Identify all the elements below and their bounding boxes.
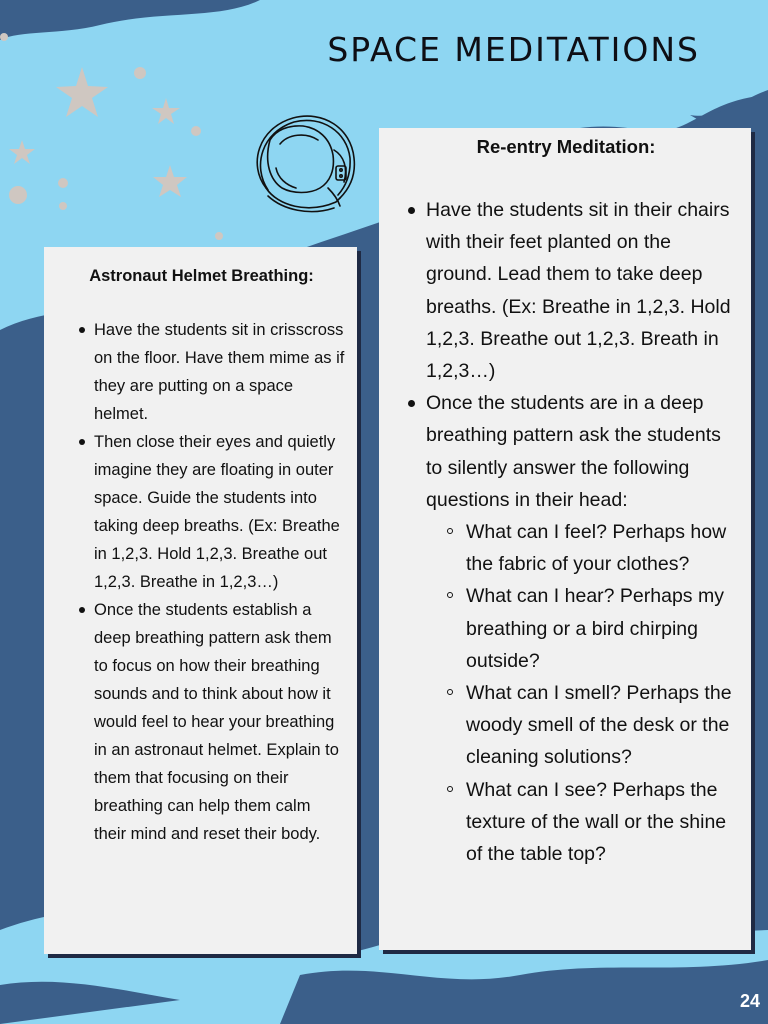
card-heading: Astronaut Helmet Breathing: bbox=[89, 267, 314, 285]
list-item: Once the students establish a deep breathing pattern ask them to focus on how their breathing sounds and to think about how it would feel to hear your breathing in an astronaut helmet. Explain to them that focusing on their breathing can help them calm their mind and reset their body. bbox=[94, 596, 345, 848]
list-item-text: Once the students are in a deep breathing pattern ask the students to silently answer the following questions in their head: bbox=[426, 392, 721, 511]
re-entry-meditation-card bbox=[379, 128, 751, 950]
sub-list-item: What can I hear? Perhaps my breathing or a bird chirping outside? bbox=[466, 580, 741, 677]
page-title: SPACE MEDITATIONS bbox=[327, 30, 700, 69]
sub-list-item: What can I see? Perhaps the texture of the wall or the shine of the table top? bbox=[466, 774, 741, 871]
list-item bbox=[426, 387, 741, 870]
list-item: Have the students sit in their chairs with their feet planted on the ground. Lead them to take deep breaths. (Ex: Breathe in 1,2,3. Hold 1,2,3. Breathe out 1,2,3. Breath in 1,2,3…) bbox=[426, 194, 741, 387]
bullet-list bbox=[391, 194, 741, 870]
sub-list-item: What can I smell? Perhaps the woody smell of the desk or the cleaning solutions? bbox=[466, 677, 741, 774]
sub-bullet-list bbox=[426, 516, 741, 870]
astronaut-helmet-breathing-card bbox=[44, 247, 357, 954]
page-number: 24 bbox=[739, 991, 760, 1011]
list-item: Then close their eyes and quietly imagine they are floating in outer space. Guide the students into taking deep breaths. (Ex: Breathe in 1,2,3. Hold 1,2,3. Breathe out 1,2,3. Breathe in 1,2,3…) bbox=[94, 428, 345, 596]
list-item: Have the students sit in crisscross on the floor. Have them mime as if they are putting on a space helmet. bbox=[94, 316, 345, 428]
sub-list-item: What can I feel? Perhaps how the fabric of your clothes? bbox=[466, 516, 741, 580]
card-heading: Re-entry Meditation: bbox=[476, 136, 656, 157]
astronaut-helmet-icon bbox=[248, 110, 360, 222]
bullet-list bbox=[58, 316, 345, 848]
